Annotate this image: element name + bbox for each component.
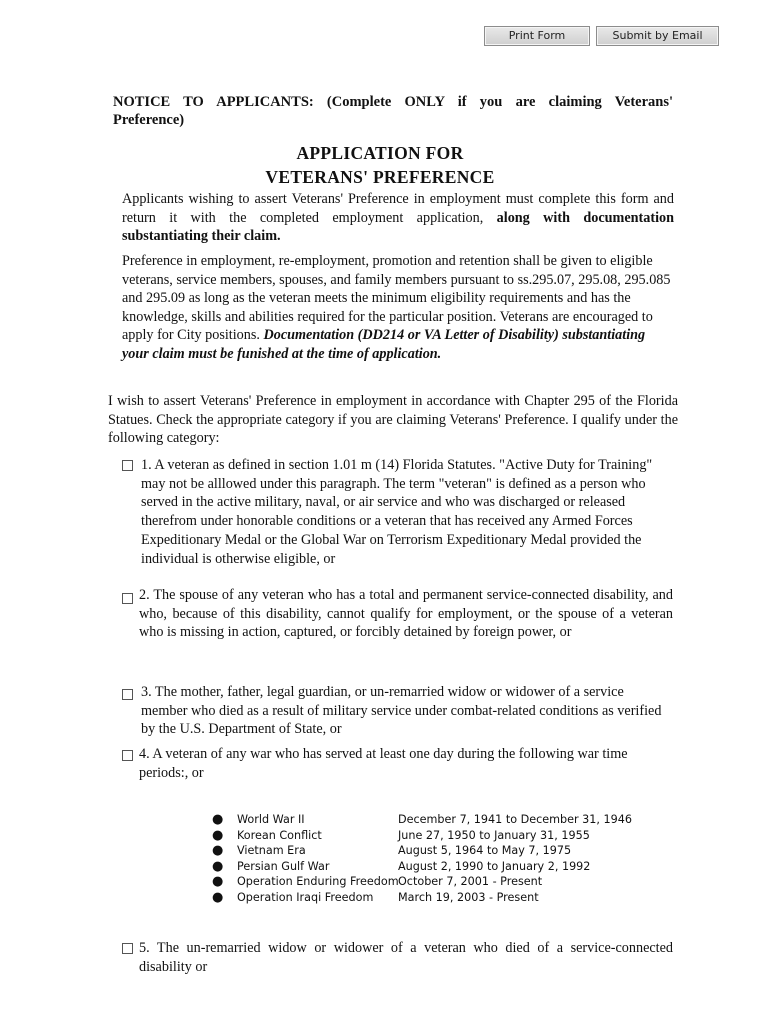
war-name: Korean Conflict (237, 828, 322, 842)
category-3-checkbox[interactable] (122, 689, 133, 700)
bullet-icon: ● (212, 843, 224, 859)
category-2-text: 2. The spouse of any veteran who has a total and permanent service-connected disability, and who, because of this disability, cannot qualify for employment, or the spouse of a veteran who is missing in action, captured, or forcibly detained by foreign power, or (139, 587, 673, 641)
war-period: August 5, 1964 to May 7, 1975 (398, 844, 572, 858)
war-name: Vietnam Era (237, 844, 306, 858)
notice-heading-continued: Preference) (113, 112, 185, 128)
war-period: March 19, 2003 - Present (398, 890, 539, 904)
bullet-icon: ● (212, 874, 224, 890)
preference-text: Preference in employment, re-employment, promotion and retention shall be given to eligible veterans, service members, spouses, and family members pursuant to ss.295.07, 295.08, 295.085 and 295.09 as long as the veteran meets the minimum eligibility requirements and has the knowledge, skills and abilities required for the particular position. Veterans are encouraged to apply for City positions. (122, 253, 671, 343)
preference-paragraph (122, 252, 672, 363)
form-title: APPLICATION FOR (296, 143, 464, 163)
war-name: Operation Iraqi Freedom (237, 890, 374, 904)
bullet-icon: ● (212, 858, 224, 874)
war-period: October 7, 2001 - Present (398, 875, 543, 889)
submit-by-email-button[interactable]: Submit by Email (596, 26, 719, 46)
category-1-checkbox[interactable] (122, 460, 133, 471)
intro-bold-text: along with documentation substantiating their claim. (122, 209, 674, 244)
bullet-icon: ● (212, 827, 224, 843)
intro-text: Applicants wishing to assert Veterans' Preference in employment must complete this form and return it with the completed employment application, (122, 191, 674, 226)
war-period: June 27, 1950 to January 31, 1955 (398, 828, 590, 842)
category-2-checkbox[interactable] (122, 593, 133, 604)
war-period: August 2, 1990 to January 2, 1992 (398, 859, 591, 873)
category-5-text: 5. The un-remarried widow or widower of a veteran who died of a service-connected disability or (139, 940, 673, 975)
form-subtitle: VETERANS' PREFERENCE (265, 167, 495, 187)
bullet-icon: ● (212, 889, 224, 905)
war-period: December 7, 1941 to December 31, 1946 (398, 813, 633, 826)
notice-heading: NOTICE TO APPLICANTS: (Complete ONLY if you are claiming Veterans' (113, 94, 673, 110)
category-5-checkbox[interactable] (122, 943, 133, 954)
bullet-icon: ● (212, 812, 224, 827)
category-4-text: 4. A veteran of any war who has served at least one day during the following war time periods:, or (139, 746, 628, 781)
assert-paragraph: I wish to assert Veterans' Preference in employment in accordance with Chapter 295 of the Florida Statues. Check the appropriate category if you are claiming Veterans' Preference. I qualify under the following category: (108, 393, 678, 446)
intro-paragraph (122, 190, 674, 246)
war-name: Operation Enduring Freedom (237, 875, 399, 889)
documentation-requirement: Documentation (DD214 or VA Letter of Disability) substantiating your claim must be funished at the time of application. (122, 327, 646, 362)
war-name: Persian Gulf War (237, 859, 330, 873)
category-1-text: 1. A veteran as defined in section 1.01 m (14) Florida Statutes. "Active Duty for Training" may not be alllowed under this paragraph. The term "veteran" is defined as a person who served in the active military, naval, or air service and who was discharged or released therefrom under honorable conditions or a veteran that has received any Armed Forces Expeditionary Medal or the Global War on Terrorism Expeditionary Medal provided the individual is otherwise eligible, or (141, 457, 653, 567)
category-3-text: 3. The mother, father, legal guardian, or un-remarried widow or widower of a service member who died as a result of military service under combat-related conditions as verified by the U.S. Department of State, or (141, 684, 662, 738)
print-form-button[interactable]: Print Form (484, 26, 590, 46)
war-name: World War II (237, 813, 305, 826)
category-4-checkbox[interactable] (122, 750, 133, 761)
